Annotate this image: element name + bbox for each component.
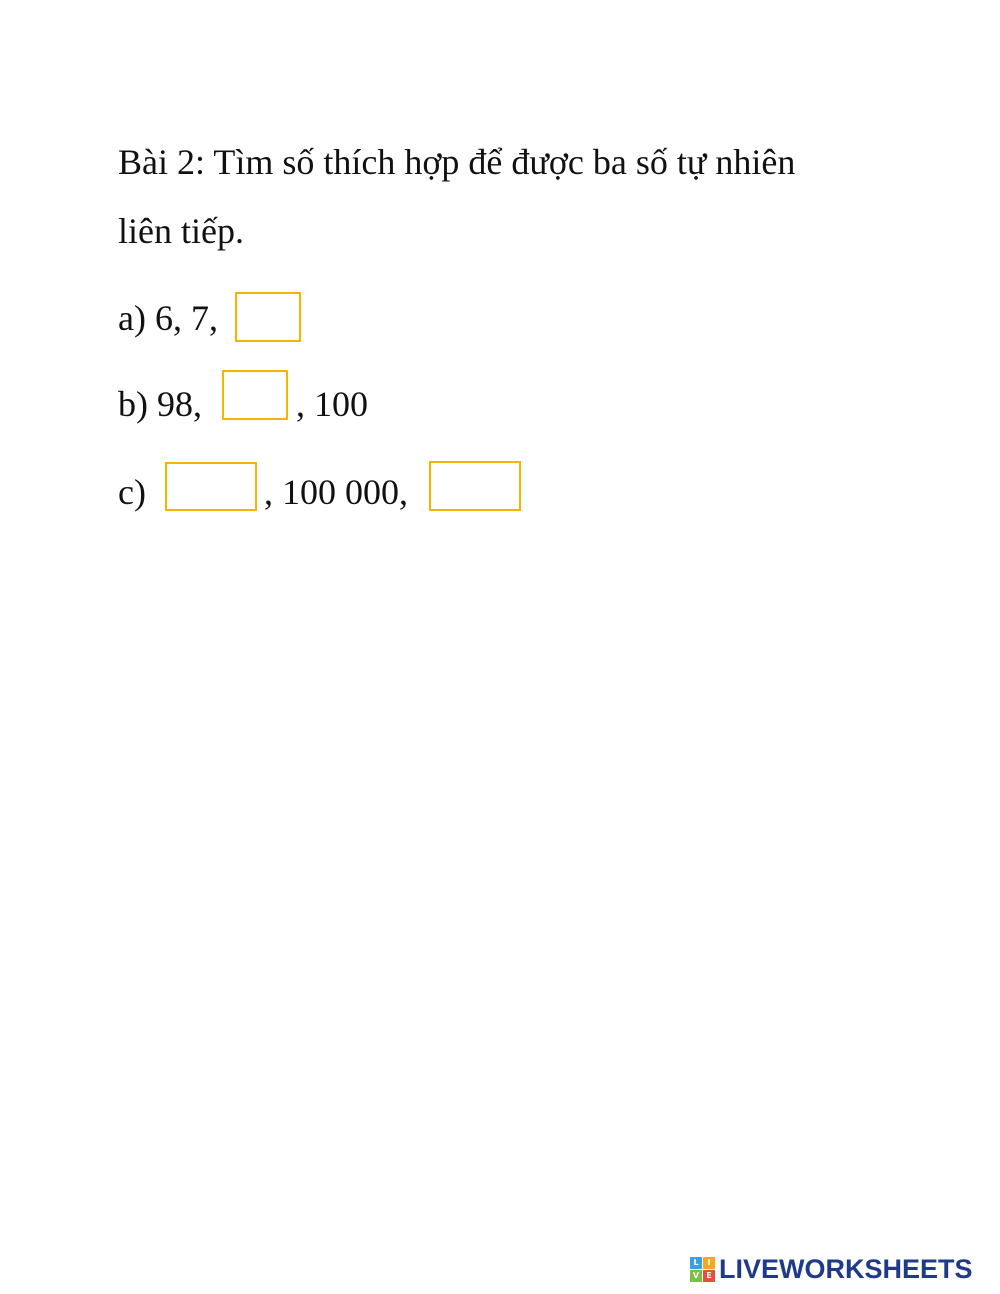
liveworksheets-brand [690, 1252, 973, 1286]
item-c-middle: , 100 000, [264, 472, 408, 512]
answer-input-a[interactable] [237, 294, 299, 340]
exercise-title-line-1: Bài 2: Tìm số thích hợp để được ba số tự nhiên [118, 142, 796, 182]
brand-name: LIVEWORKSHEETS [719, 1253, 973, 1284]
answer-input-c-first[interactable] [167, 464, 255, 509]
answer-box-a[interactable] [235, 292, 301, 342]
answer-box-c-first[interactable] [165, 462, 257, 511]
answer-box-c-last[interactable] [429, 461, 521, 511]
item-a-label: a) 6, 7, [118, 298, 218, 338]
item-c-label: c) [118, 472, 146, 512]
logo-tile-i: I [703, 1257, 715, 1269]
logo-tile-v: V [690, 1270, 702, 1282]
liveworksheets-logo-icon [690, 1257, 715, 1282]
item-b-label: b) 98, [118, 384, 202, 424]
answer-box-b[interactable] [222, 370, 288, 420]
answer-input-b[interactable] [224, 372, 286, 418]
logo-tile-l: L [690, 1257, 702, 1269]
item-b-after: , 100 [296, 384, 368, 424]
exercise-title-line-2: liên tiếp. [118, 211, 244, 251]
logo-tile-e: E [703, 1270, 715, 1282]
answer-input-c-last[interactable] [431, 463, 519, 509]
